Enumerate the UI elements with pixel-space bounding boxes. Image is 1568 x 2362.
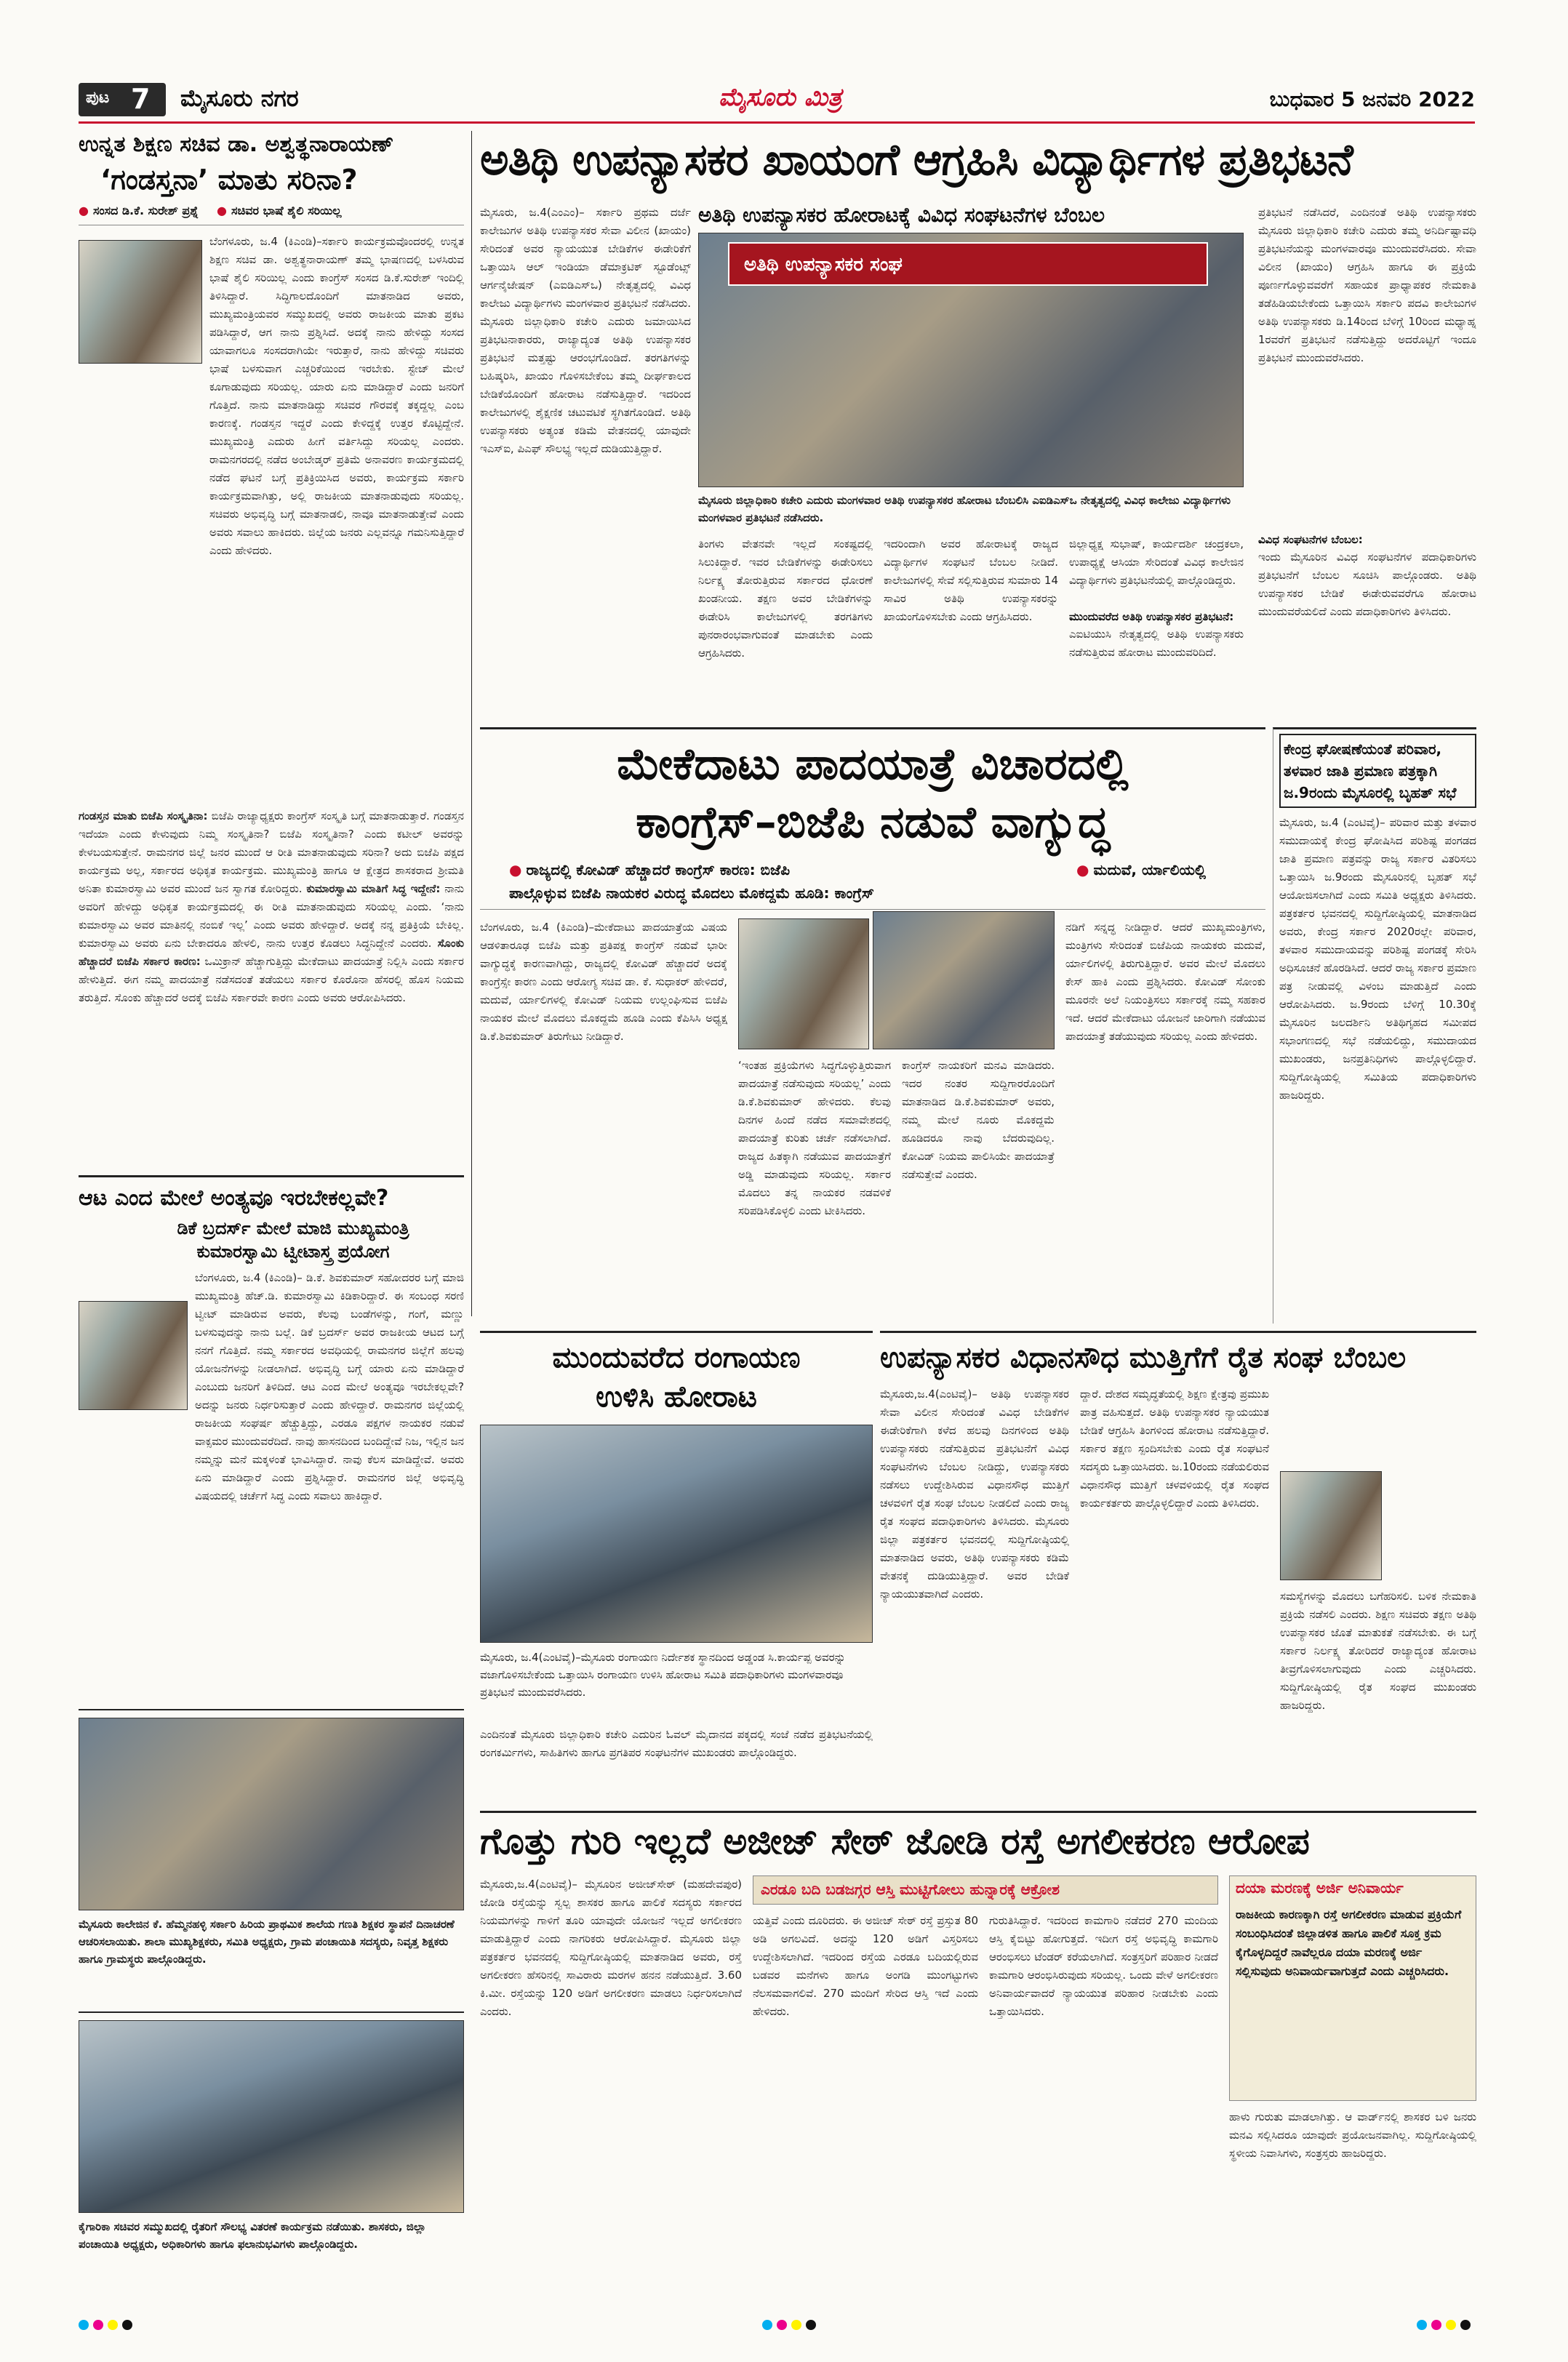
photo-title: ಅತಿಥಿ ಉಪನ್ಯಾಸಕರ ಹೋರಾಟಕ್ಕೆ ವಿವಿಧ ಸಂಘಟನೆಗಳ ಬೆಂಬಲ [698, 203, 1105, 227]
photo-college-block [79, 1709, 464, 2007]
subhead: ● ರಾಜ್ಯದಲ್ಲಿ ಕೋವಿಡ್ ಹೆಚ್ಚಾದರೆ ಕಾಂಗ್ರೆಸ್ ಕಾರಣ: ಬಿಜೆಪಿ [509, 859, 790, 881]
headline: ಕುಮಾರಸ್ವಾಮಿ ಟ್ವೀಟಾಸ್ತ್ರ ಪ್ರಯೋಗ [196, 1241, 390, 1262]
article-body: ಜಿಲ್ಲಾಧ್ಯಕ್ಷ ಸುಭಾಷ್, ಕಾರ್ಯದರ್ಶಿ ಚಂದ್ರಕಲಾ, ಉಪಾಧ್ಯಕ್ಷೆ ಆಸಿಯಾ ಸೇರಿದಂತೆ ವಿವಿಧ ಕಾಲೇಜಿನ ವಿದ್ಯಾರ್ಥಿಗಳು ಪ್ರತಿಭಟನೆಯಲ್ಲಿ ಪಾಲ್ಗೊಂಡಿದ್ದರು. [1069, 537, 1244, 587]
story-road [480, 1811, 1476, 2305]
article-body: ಮೈಸೂರು, ಜ.4 (ಎಂಟಿವೈ)– ಪರಿವಾರ ಮತ್ತು ತಳವಾರ ಸಮುದಾಯಕ್ಕೆ ಕೇಂದ್ರ ಘೋಷಿಸಿದ ಪರಿಶಿಷ್ಟ ಪಂಗಡದ ಜಾತಿ ಪ್ರಮಾಣ ಪತ್ರವನ್ನು ರಾಜ್ಯ ಸರ್ಕಾರ ವಿತರಿಸಲು ಒತ್ತಾಯಿಸಿ ಜ.9ರಂದು ಮೈಸೂರಿನಲ್ಲಿ ಬೃಹತ್ ಸಭೆ ಆಯೋಜಿಸಲಾಗಿದೆ ಎಂದು ಸಮಿತಿ ಅಧ್ಯಕ್ಷರು ತಿಳಿಸಿದರು. ಪತ್ರಕರ್ತರ ಭವನದಲ್ಲಿ ಸುದ್ದಿಗೋಷ್ಠಿಯಲ್ಲಿ ಮಾತನಾಡಿದ ಅವರು, ಕೇಂದ್ರ ಸರ್ಕಾರ 2020ರಲ್ಲೇ ಪರಿವಾರ, ತಳವಾರ ಸಮುದಾಯವನ್ನು ಪರಿಶಿಷ್ಟ ಪಂಗಡಕ್ಕೆ ಸೇರಿಸಿ ಅಧಿಸೂಚನೆ ಹೊರಡಿಸಿದೆ. ಆದರೆ ರಾಜ್ಯ ಸರ್ಕಾರ ಪ್ರಮಾಣ ಪತ್ರ ನೀಡುವಲ್ಲಿ ವಿಳಂಬ ಮಾಡುತ್ತಿದೆ ಎಂದು ಆರೋಪಿಸಿದರು. ಜ.9ರಂದು ಬೆಳಿಗ್ಗೆ 10.30ಕ್ಕೆ ಮೈಸೂರಿನ ಜಲದರ್ಶಿನಿ ಅತಿಥಿಗೃಹದ ಸಮೀಪದ ಸಭಾಂಗಣದಲ್ಲಿ ಸಭೆ ನಡೆಯಲಿದ್ದು, ಸಮುದಾಯದ ಮುಖಂಡರು, ಜನಪ್ರತಿನಿಧಿಗಳು ಪಾಲ್ಗೊಳ್ಳಲಿದ್ದಾರೆ. ಸುದ್ದಿಗೋಷ್ಠಿಯಲ್ಲಿ ಸಮಿತಿಯ ಪದಾಧಿಕಾರಿಗಳು ಹಾಜರಿದ್ದರು. [1279, 816, 1476, 1102]
column [1069, 535, 1244, 710]
story-aata [79, 1175, 464, 1713]
article-body: ಪ್ರತಿಭಟನೆ ನಡೆಸಿದರೆ, ಎಂದಿನಂತೆ ಅತಿಥಿ ಉಪನ್ಯಾಸಕರು ಮೈಸೂರು ಜಿಲ್ಲಾಧಿಕಾರಿ ಕಚೇರಿ ಎದುರು ತಮ್ಮ ಅನಿರ್ದಿಷ್ಟಾವಧಿ ಪ್ರತಿಭಟನೆಯನ್ನು ಮಂಗಳವಾರವೂ ಮುಂದುವರೆಸಿದರು. ಸೇವಾ ವಿಲೀನ (ಖಾಯಂ) ಆಗ್ರಹಿಸಿ ಹಾಗೂ ಈ ಪ್ರಕ್ರಿಯೆ ಪೂರ್ಣಗೊಳ್ಳುವವರೆಗೆ ಸಹಾಯಕ ಪ್ರಾಧ್ಯಾಪಕರ ನೇಮಕಾತಿ ತಡೆಹಿಡಿಯಬೇಕೆಂದು ಒತ್ತಾಯಿಸಿ ಸರ್ಕಾರಿ ಪದವಿ ಕಾಲೇಜುಗಳ ಅತಿಥಿ ಉಪನ್ಯಾಸಕರು ಡಿ.14ರಿಂದ ಬೆಳಿಗ್ಗೆ 10ರಿಂದ ಮಧ್ಯಾಹ್ನ 1ರವರೆಗೆ ಪ್ರತಿಭಟನೆ ನಡೆಸುತ್ತಿದ್ದು ಅದರೊಟ್ಟಿಗೆ ಇಂದೂ ಪ್ರತಿಭಟನೆ ಮುಂದುವರೆಸಿದರು. [1258, 206, 1476, 364]
article-body: ಮೈಸೂರು,ಜ.4(ಎಂಟಿವೈ)– ಮೈಸೂರಿನ ಅಜೀಜ್‌ಸೇಠ್ (ಮಹದೇವಪುರ) ಜೋಡಿ ರಸ್ತೆಯನ್ನು ಸ್ವಲ್ಪ ಶಾಸಕರ ಹಾಗೂ ಪಾಲಿಕೆ ಸದಸ್ಯರು ಸರ್ಕಾರದ ನಿಯಮಗಳನ್ನು ಗಾಳಿಗೆ ತೂರಿ ಯಾವುದೇ ಯೋಜನೆ ಇಲ್ಲದೆ ಅಗಲೀಕರಣ ಮಾಡುತ್ತಿದ್ದಾರೆ ಎಂದು ನಾಗರಿಕರು ಆರೋಪಿಸಿದ್ದಾರೆ. ಮೈಸೂರು ಜಿಲ್ಲಾ ಪತ್ರಕರ್ತರ ಭವನದಲ್ಲಿ ಸುದ್ದಿಗೋಷ್ಠಿಯಲ್ಲಿ ಮಾತನಾಡಿದ ಅವರು, ರಸ್ತೆ ಅಗಲೀಕರಣ ಹೆಸರಿನಲ್ಲಿ ಸಾವಿರಾರು ಮರಗಳ ಹನನ ನಡೆಯುತ್ತಿದೆ. 3.60 ಕಿ.ಮೀ. ರಸ್ತೆಯನ್ನು 120 ಅಡಿಗೆ ಅಗಲೀಕರಣ ಮಾಡಲು ನಿರ್ಧರಿಸಲಾಗಿದೆ ಎಂದರು. [480, 1878, 742, 2018]
headline: ಉಪನ್ಯಾಸಕರ ವಿಧಾನಸೌಧ ಮುತ್ತಿಗೆಗೆ ರೈತ ಸಂಘ ಬೆಂಬಲ [880, 1341, 1407, 1374]
article-body: ಬೆಂಗಳೂರು, ಜ.4 (ಕಿಎಂಡಿ)–ಸರ್ಕಾರಿ ಕಾರ್ಯಕ್ರಮವೊಂದರಲ್ಲಿ ಉನ್ನತ ಶಿಕ್ಷಣ ಸಚಿವ ಡಾ. ಅಶ್ವತ್ಥನಾರಾಯಣ್ ತಮ್ಮ ಭಾಷಣದಲ್ಲಿ ಬಳಸಿರುವ ಭಾಷೆ ಶೈಲಿ ಸರಿಯಿಲ್ಲ ಎಂದು ಕಾಂಗ್ರೆಸ್ ಸಂಸದ ಡಿ.ಕೆ.ಸುರೇಶ್ ಇಂದಿಲ್ಲಿ ತಿಳಿಸಿದ್ದಾರೆ. ಸಿದ್ಧಿಗಾಲದೊಂದಿಗೆ ಮಾತನಾಡಿದ ಅವರು, ಮುಖ್ಯಮಂತ್ರಿಯವರ ಸಮ್ಮುಖದಲ್ಲಿ ಅವರು ರಾಜಕೀಯ ಮಾತು ಪ್ರಕಟ ಪಡಿಸಿದ್ದಾರೆ, ಆಗ ನಾನು ಪ್ರಶ್ನಿಸಿದೆ. ಅದಕ್ಕೆ ನಾನು ಹೇಳಿದ್ದು ಸಂಸದ ಯಾವಾಗಲೂ ಸಂಸದರಾಗಿಯೇ ಇರುತ್ತಾರೆ, ನಾನು ಹೇಳಿದ್ದು ಸಚಿವರು ಭಾಷೆ ಬಳಸುವಾಗ ಎಚ್ಚರಿಕೆಯಿಂದ ಇರಬೇಕು. ಸ್ಟೇಜ್ ಮೇಲೆ ಕೂಗಾಡುವುದು ಸರಿಯಲ್ಲ. ಯಾರು ಏನು ಮಾಡಿದ್ದಾರೆ ಎಂದು ಜನರಿಗೆ ಗೊತ್ತಿದೆ. ನಾನು ಮಾತನಾಡಿದ್ದು ಸಚಿವರ ಗೌರವಕ್ಕೆ ತಕ್ಕದ್ದಲ್ಲ ಎಂಬ ಕಾರಣಕ್ಕೆ. ಗಂಡಸ್ತನ ಇದ್ದರೆ ಎಂದು ಕೇಳಿದ್ದಕ್ಕೆ ಉತ್ತರ ಕೊಟ್ಟಿದ್ದೇನೆ. ಮುಖ್ಯಮಂತ್ರಿ ಎದುರು ಹೀಗೆ ವರ್ತಿಸಿದ್ದು ಸರಿಯಲ್ಲ ಎಂದರು. ರಾಮನಗರದಲ್ಲಿ ನಡೆದ ಅಂಬೇಡ್ಕರ್ ಪ್ರತಿಮೆ ಅನಾವರಣ ಕಾರ್ಯಕ್ರಮದಲ್ಲಿ ನಡೆದ ಘಟನೆ ಬಗ್ಗೆ ಪ್ರತಿಕ್ರಿಯಿಸಿದ ಅವರು, ಕಾರ್ಯಕ್ರಮ ಸರ್ಕಾರಿ ಕಾರ್ಯಕ್ರಮವಾಗಿತ್ತು, ಅಲ್ಲಿ ರಾಜಕೀಯ ಮಾತನಾಡುವುದು ಸರಿಯಲ್ಲ. ಸಚಿವರು ಅಭಿವೃದ್ಧಿ ಬಗ್ಗೆ ಮಾತನಾಡಲಿ, ನಾವೂ ಮಾತನಾಡುತ್ತೇವೆ ಎಂದು ಅವರು ಸವಾಲು ಹಾಕಿದರು. ಜಿಲ್ಲೆಯ ಜನರು ಎಲ್ಲವನ್ನೂ ಗಮನಿಸುತ್ತಿದ್ದಾರೆ ಎಂದು ಹೇಳಿದರು. [209, 235, 464, 557]
crosshead: ವಿವಿಧ ಸಂಘಟನೆಗಳ ಬೆಂಬಲ: [1258, 533, 1363, 546]
box-title: ಎರಡೂ ಬದಿ ಬಡಜಗ್ಗರ ಆಸ್ತಿ ಮುಟ್ಟಿಗೋಲು ಹುನ್ನಾರಕ್ಕೆ ಆಕ್ರೋಶ [761, 1881, 1060, 1898]
page-number: 7 [131, 83, 151, 115]
headline: ಕೇಂದ್ರ ಘೋಷಣೆಯಂತೆ ಪರಿವಾರ, ತಳವಾರ ಜಾತಿ ಪ್ರಮಾಣ ಪತ್ರಕ್ಕಾಗಿ ಜ.9ರಂದು ಮೈಸೂರಲ್ಲಿ ಬೃಹತ್ ಸಭೆ [1279, 734, 1476, 808]
photo-caption: ಮೈಸೂರು ಜಿಲ್ಲಾಧಿಕಾರಿ ಕಚೇರಿ ಎದುರು ಮಂಗಳವಾರ ಅತಿಥಿ ಉಪನ್ಯಾಸಕರ ಹೋರಾಟ ಬೆಂಬಲಿಸಿ ಎಐಡಿಎಸ್ಒ ನೇತೃತ್ವದಲ್ಲಿ ವಿವಿಧ ಕಾಲೇಜು ವಿದ್ಯಾರ್ಥಿಗಳು ಮಂಗಳವಾರ ಪ್ರತಿಭಟನೆ ನಡೆಸಿದರು. [698, 494, 1231, 524]
leader-photo-shivakumar [873, 911, 1055, 1049]
registration-marks [79, 2320, 1475, 2334]
headline: ಅತಿಥಿ ಉಪನ್ಯಾಸಕರ ಖಾಯಂಗೆ ಆಗ್ರಹಿಸಿ ವಿದ್ಯಾರ್ಥಿಗಳ ಪ್ರತಿಭಟನೆ [480, 135, 1353, 185]
article-body: ಬೆಂಗಳೂರು, ಜ.4 (ಕಿಎಂಡಿ)– ಡಿ.ಕೆ. ಶಿವಕುಮಾರ್ ಸಹೋದರರ ಬಗ್ಗೆ ಮಾಜಿ ಮುಖ್ಯಮಂತ್ರಿ ಹೆಚ್.ಡಿ. ಕುಮಾರಸ್ವಾಮಿ ಕಿಡಿಕಾರಿದ್ದಾರೆ. ಈ ಸಂಬಂಧ ಸರಣಿ ಟ್ವೀಟ್ ಮಾಡಿರುವ ಅವರು, ಕೆಲವು ಬಂಡೆಗಳನ್ನು, ಗಂಗೆ, ಮಣ್ಣು ಬಳಸುವುದನ್ನು ನಾನು ಬಲ್ಲೆ. ಡಿಕೆ ಬ್ರದರ್ಸ್ ಅವರ ರಾಜಕೀಯ ಆಟದ ಬಗ್ಗೆ ನನಗೆ ಗೊತ್ತಿದೆ. ನಮ್ಮ ಸರ್ಕಾರದ ಅವಧಿಯಲ್ಲಿ ರಾಮನಗರ ಜಿಲ್ಲೆಗೆ ಹಲವು ಯೋಜನೆಗಳನ್ನು ನೀಡಲಾಗಿದೆ. ಅಭಿವೃದ್ಧಿ ಬಗ್ಗೆ ಯಾರು ಏನು ಮಾಡಿದ್ದಾರೆ ಎಂಬುದು ಜನರಿಗೆ ತಿಳಿದಿದೆ. ಆಟ ಎಂದ ಮೇಲೆ ಅಂತ್ಯವೂ ಇರಬೇಕಲ್ಲವೇ? ಅದನ್ನು ಜನರು ನಿರ್ಧರಿಸುತ್ತಾರೆ ಎಂದು ಹೇಳಿದ್ದಾರೆ. ರಾಮನಗರ ಜಿಲ್ಲೆಯಲ್ಲಿ ರಾಜಕೀಯ ಸಂಘರ್ಷ ಹೆಚ್ಚುತ್ತಿದ್ದು, ಎರಡೂ ಪಕ್ಷಗಳ ನಾಯಕರ ನಡುವೆ ವಾಕ್ಸಮರ ಮುಂದುವರೆದಿದೆ. ನಾವು ಹಾಸನದಿಂದ ಬಂದಿದ್ದೇವೆ ನಿಜ, ಇಲ್ಲಿನ ಜನ ನಮ್ಮನ್ನು ಮನೆ ಮಕ್ಕಳಂತೆ ಭಾವಿಸಿದ್ದಾರೆ. ನಾವು ಕೆಲಸ ಮಾಡಿದ್ದೇವೆ. ಅವರು ಏನು ಮಾಡಿದ್ದಾರೆ ಎಂದು ಪ್ರಶ್ನಿಸಿದ್ದಾರೆ. ರಾಮನಗರ ಜಿಲ್ಲೆ ಅಭಿವೃದ್ಧಿ ವಿಷಯದಲ್ಲಿ ಚರ್ಚೆಗೆ ಸಿದ್ಧ ಎಂದು ಸವಾಲು ಹಾಕಿದ್ದಾರೆ. [195, 1271, 464, 1502]
article-body: ‘ಇಂತಹ ಪ್ರಕ್ರಿಯೆಗಳು ಸಿದ್ಧಗೊಳ್ಳುತ್ತಿರುವಾಗ ಪಾದಯಾತ್ರೆ ನಡೆಸುವುದು ಸರಿಯಲ್ಲ’ ಎಂದು ಡಿ.ಕೆ.ಶಿವಕುಮಾರ್ ಹೇಳಿದರು. ಕೆಲವು ದಿನಗಳ ಹಿಂದೆ ನಡೆದ ಸಮಾವೇಶದಲ್ಲಿ ಪಾದಯಾತ್ರೆ ಕುರಿತು ಚರ್ಚೆ ನಡೆಸಲಾಗಿದೆ. ರಾಜ್ಯದ ಹಿತಕ್ಕಾಗಿ ನಡೆಯುವ ಪಾದಯಾತ್ರೆಗೆ ಅಡ್ಡಿ ಮಾಡುವುದು ಸರಿಯಲ್ಲ. ಸರ್ಕಾರ ಮೊದಲು ತನ್ನ ನಾಯಕರ ನಡವಳಿಕೆ ಸರಿಪಡಿಸಿಕೊಳ್ಳಲಿ ಎಂದು ಟೀಕಿಸಿದರು. [738, 1059, 891, 1217]
subhead: ● ಸಚಿವರ ಭಾಷೆ ಶೈಲಿ ಸರಿಯಿಲ್ಲ [217, 204, 341, 217]
article-body: ಬಿಜೆಪಿ ರಾಜ್ಯಾಧ್ಯಕ್ಷರು ಕಾಂಗ್ರೆಸ್ ಸಂಸ್ಕೃತಿ ಬಗ್ಗೆ ಮಾತನಾಡುತ್ತಾರೆ. ಗಂಡಸ್ತನ ಇದೆಯಾ ಎಂದು ಕೇಳುವುದು ನಿಮ್ಮ ಸಂಸ್ಕೃತಿನಾ? ಬಿಜೆಪಿ ಸಂಸ್ಕೃತಿನಾ? ಎಂದು ಕಟೀಲ್ ಅವರನ್ನು ಕೇಳಬಯಸುತ್ತೇನೆ. ರಾಮನಗರ ಜಿಲ್ಲೆ ಜನರ ಮುಂದೆ ಆ ರೀತಿ ಮಾತನಾಡುವುದು ಸರಿನಾ? ಅದು ಬಿಜೆಪಿ ಪಕ್ಷದ ಕಾರ್ಯಕ್ರಮ ಅಲ್ಲ, ಸರ್ಕಾರದ ಅಧಿಕೃತ ಕಾರ್ಯಕ್ರಮ. ಮುಖ್ಯಮಂತ್ರಿ ಹಾಗೂ ಆ ಕ್ಷೇತ್ರದ ಶಾಸಕರಾದ ಶ್ರೀಮತಿ ಅನಿತಾ ಕುಮಾರಸ್ವಾಮಿ ಅವರ ಮುಂದೆ ಜನ ಸ್ವಾಗತ ಕೋರಿದ್ದರು. [79, 809, 464, 895]
story-rangayana [480, 1331, 873, 1803]
leader-photo-sudhakar [738, 918, 869, 1049]
section-name: ಮೈಸೂರು ನಗರ [180, 84, 299, 112]
headline: ಗೊತ್ತು ಗುರಿ ಇಲ್ಲದೆ ಅಜೀಜ್ ಸೇಠ್ ಜೋಡಿ ರಸ್ತೆ ಅಗಲೀಕರಣ ಆರೋಪ [480, 1820, 1310, 1862]
headline: ‘ಗಂಡಸ್ತನಾ’ ಮಾತು ಸರಿನಾ? [100, 164, 358, 196]
story-caste [1273, 727, 1476, 1324]
article-body: ಎಐಟಿಯುಸಿ ನೇತೃತ್ವದಲ್ಲಿ ಅತಿಥಿ ಉಪನ್ಯಾಸಕರು ನಡೆಸುತ್ತಿರುವ ಹೋರಾಟ ಮುಂದುವರಿದಿದೆ. [1069, 628, 1244, 659]
quote-box [1229, 1875, 1476, 2101]
article-body: ಒಮಿಕ್ರಾನ್ ಹೆಚ್ಚಾಗುತ್ತಿದ್ದು ಮೇಕೆದಾಟು ಪಾದಯಾತ್ರೆ ನಿಲ್ಲಿಸಿ ಎಂದು ಸರ್ಕಾರ ಹೇಳುತ್ತಿದೆ. ಈಗ ನಮ್ಮ ಪಾದಯಾತ್ರೆ ನಡೆಸದಂತೆ ತಡೆಯಲು ಸರ್ಕಾರ ಕೊರೊನಾ ಹೆಸರಲ್ಲಿ ಹೊಸ ನಿಯಮ ತರುತ್ತಿದೆ. ಸೊಂಕು ಹೆಚ್ಚಾದರೆ ಅದಕ್ಕೆ ಬಿಜೆಪಿ ಸರ್ಕಾರವೇ ಕಾರಣ ಎಂದು ಅವರು ಆರೋಪಿಸಿದರು. [79, 955, 464, 1004]
article-body: ದ್ದಾರೆ. ದೇಶದ ಸಮೃದ್ಧತೆಯಲ್ಲಿ ಶಿಕ್ಷಣ ಕ್ಷೇತ್ರವು ಪ್ರಮುಖ ಪಾತ್ರ ವಹಿಸುತ್ತದೆ. ಅತಿಥಿ ಉಪನ್ಯಾಸಕರ ನ್ಯಾಯಯುತ ಬೇಡಿಕೆ ಆಗ್ರಹಿಸಿ ತಿಂಗಳಿಂದ ಹೋರಾಟ ನಡೆಸುತ್ತಿದ್ದಾರೆ. ಸರ್ಕಾರ ತಕ್ಷಣ ಸ್ಪಂದಿಸಬೇಕು ಎಂದು ರೈತ ಸಂಘಟನೆ ಸದಸ್ಯರು ಒತ್ತಾಯಿಸಿದರು. ಜ.10ರಂದು ನಡೆಯಲಿರುವ ವಿಧಾನಸೌಧ ಮುತ್ತಿಗೆ ಚಳವಳಿಯಲ್ಲಿ ರೈತ ಸಂಘದ ಕಾರ್ಯಕರ್ತರು ಪಾಲ್ಗೊಳ್ಳಲಿದ್ದಾರೆ ಎಂದು ತಿಳಿಸಿದರು. [1080, 1388, 1269, 1510]
headline: ಉಳಿಸಿ ಹೋರಾಟ [596, 1380, 757, 1414]
headline: ಉನ್ನತ ಶಿಕ್ಷಣ ಸಚಿವ ಡಾ. ಅಶ್ವತ್ಥನಾರಾಯಣ್ [79, 132, 394, 157]
headline: ಡಿಕೆ ಬ್ರದರ್ಸ್ ಮೇಲೆ ಮಾಜಿ ಮುಖ್ಯಮಂತ್ರಿ [177, 1218, 409, 1238]
box-title: ದಯಾ ಮರಣಕ್ಕೆ ಅರ್ಜಿ ಅನಿವಾರ್ಯ [1236, 1879, 1404, 1897]
photo-caption: ಮೈಸೂರು ಕಾಲೇಜಿನ ಕೆ. ಹೆಮ್ಮನಹಳ್ಳಿ ಸರ್ಕಾರಿ ಹಿರಿಯ ಪ್ರಾಥಮಿಕ ಶಾಲೆಯ ಗಣತಿ ಶಿಕ್ಷಕರ ಸ್ಥಾಪನೆ ದಿನಾಚರಣೆ ಆಚರಿಸಲಾಯಿತು. ಶಾಲಾ ಮುಖ್ಯಶಿಕ್ಷಕರು, ಸಮಿತಿ ಅಧ್ಯಕ್ಷರು, ಗ್ರಾಮ ಪಂಚಾಯಿತಿ ಸದಸ್ಯರು, ನಿವೃತ್ತ ಶಿಕ್ಷಕರು ಹಾಗೂ ಗ್ರಾಮಸ್ಥರು ಪಾಲ್ಗೊಂಡಿದ್ದರು. [79, 1918, 455, 1966]
subhead: ● ಮದುವೆ, ರ್ಯಾಲಿಯಲ್ಲಿ [1076, 859, 1206, 881]
crosshead: ಮುಂದುವರೆದ ಅತಿಥಿ ಉಪನ್ಯಾಸಕರ ಪ್ರತಿಭಟನೆ: [1069, 610, 1234, 623]
subhead: ● ಸಂಸದ ಡಿ.ಕೆ. ಸುರೇಶ್ ಪ್ರಶ್ನೆ [79, 204, 199, 217]
photo-farmers-block [79, 2011, 464, 2302]
article-body: ಸಮಸ್ಯೆಗಳನ್ನು ಮೊದಲು ಬಗೆಹರಿಸಲಿ. ಬಳಿಕ ನೇಮಕಾತಿ ಪ್ರಕ್ರಿಯೆ ನಡೆಸಲಿ ಎಂದರು. ಶಿಕ್ಷಣ ಸಚಿವರು ತಕ್ಷಣ ಅತಿಥಿ ಉಪನ್ಯಾಸಕರ ಜೊತೆ ಮಾತುಕತೆ ನಡೆಸಬೇಕು. ಈ ಬಗ್ಗೆ ಸರ್ಕಾರ ನಿರ್ಲಕ್ಷ್ಯ ತೋರಿದರೆ ರಾಜ್ಯಾದ್ಯಂತ ಹೋರಾಟ ತೀವ್ರಗೊಳಿಸಲಾಗುವುದು ಎಂದು ಎಚ್ಚರಿಸಿದರು. ಸುದ್ದಿಗೋಷ್ಠಿಯಲ್ಲಿ ರೈತ ಸಂಘದ ಮುಖಂಡರು ಹಾಜರಿದ್ದರು. [1280, 1590, 1476, 1712]
article-body: ಎಂದಿನಂತೆ ಮೈಸೂರು ಜಿಲ್ಲಾಧಿಕಾರಿ ಕಚೇರಿ ಎದುರಿನ ಓವಲ್ ಮೈದಾನದ ಪಕ್ಕದಲ್ಲಿ ಸಂಜೆ ನಡೆದ ಪ್ರತಿಭಟನೆಯಲ್ಲಿ ರಂಗಕರ್ಮಿಗಳು, ಸಾಹಿತಿಗಳು ಹಾಗೂ ಪ್ರಗತಿಪರ ಸಂಘಟನೆಗಳ ಮುಖಂಡರು ಪಾಲ್ಗೊಂಡಿದ್ದರು. [480, 1728, 873, 1759]
article-body: ಕಾಂಗ್ರೆಸ್ ನಾಯಕರಿಗೆ ಮನವಿ ಮಾಡಿದರು. ಇದರ ನಂತರ ಸುದ್ದಿಗಾರರೊಂದಿಗೆ ಮಾತನಾಡಿದ ಡಿ.ಕೆ.ಶಿವಕುಮಾರ್ ಅವರು, ನಮ್ಮ ಮೇಲೆ ನೂರು ಮೊಕದ್ದಮೆ ಹೂಡಿದರೂ ನಾವು ಬೆದರುವುದಿಲ್ಲ. ಕೋವಿಡ್ ನಿಯಮ ಪಾಲಿಸಿಯೇ ಪಾದಯಾತ್ರೆ ನಡೆಸುತ್ತೇವೆ ಎಂದರು. [902, 1059, 1055, 1181]
article-body-cont [79, 1461, 464, 1701]
article-body: ತಿಂಗಳು ವೇತನವೇ ಇಲ್ಲದೆ ಸಂಕಷ್ಟದಲ್ಲಿ ಸಿಲುಕಿದ್ದಾರೆ. ಇವರ ಬೇಡಿಕೆಗಳನ್ನು ಈಡೇರಿಸಲು ನಿರ್ಲಕ್ಷ್ಯ ತೋರುತ್ತಿರುವ ಸರ್ಕಾರದ ಧೋರಣೆ ಖಂಡನೀಯ. ತಕ್ಷಣ ಅವರ ಬೇಡಿಕೆಗಳನ್ನು ಈಡೇರಿಸಿ ಕಾಲೇಜುಗಳಲ್ಲಿ ತರಗತಿಗಳು ಪುನರಾರಂಭವಾಗುವಂತೆ ಮಾಡಬೇಕು ಎಂದು ಆಗ್ರಹಿಸಿದರು. [698, 537, 873, 660]
protest-banner [728, 242, 1208, 286]
portrait-photo [79, 1301, 188, 1410]
news-photo [79, 2020, 464, 2213]
paper-name: ಮೈಸೂರು ಮಿತ್ರ [719, 83, 842, 112]
article-body: ಗುರುತಿಸಿದ್ದಾರೆ. ಇದರಿಂದ ಕಾಮಗಾರಿ ನಡೆದರೆ 270 ಮಂದಿಯ ಆಸ್ತಿ ಕೈಬಿಟ್ಟು ಹೋಗುತ್ತದೆ. ಇದೀಗ ರಸ್ತೆ ಅಭಿವೃದ್ಧಿ ಕಾಮಗಾರಿ ಆರಂಭಿಸಲು ಟೆಂಡರ್ ಕರೆಯಲಾಗಿದೆ. ಸಂತ್ರಸ್ತರಿಗೆ ಪರಿಹಾರ ನೀಡದೆ ಕಾಮಗಾರಿ ಆರಂಭಿಸಿರುವುದು ಸರಿಯಲ್ಲ. ಒಂದು ವೇಳೆ ಅಗಲೀಕರಣ ಅನಿವಾರ್ಯವಾದರೆ ನ್ಯಾಯಯುತ ಪರಿಹಾರ ನೀಡಬೇಕು ಎಂದು ಒತ್ತಾಯಿಸಿದರು. [989, 1914, 1218, 2018]
article-body: ಬೆಂಗಳೂರು, ಜ.4 (ಕಿಎಂಡಿ)–ಮೇಕೆದಾಟು ಪಾದಯಾತ್ರೆಯ ವಿಷಯ ಆಡಳಿತಾರೂಢ ಬಿಜೆಪಿ ಮತ್ತು ಪ್ರತಿಪಕ್ಷ ಕಾಂಗ್ರೆಸ್ ನಡುವೆ ಭಾರೀ ವಾಗ್ಯುದ್ಧಕ್ಕೆ ಕಾರಣವಾಗಿದ್ದು, ರಾಜ್ಯದಲ್ಲಿ ಕೋವಿಡ್ ಹೆಚ್ಚಾದರೆ ಅದಕ್ಕೆ ಕಾಂಗ್ರೆಸ್ಸೇ ಕಾರಣ ಎಂದು ಆರೋಗ್ಯ ಸಚಿವ ಡಾ. ಕೆ. ಸುಧಾಕರ್ ಹೇಳಿದರೆ, ಮದುವೆ, ರ್ಯಾಲಿಗಳಲ್ಲಿ ಕೋವಿಡ್ ನಿಯಮ ಉಲ್ಲಂಘಿಸುವ ಬಿಜೆಪಿ ನಾಯಕರ ಮೇಲೆ ಮೊದಲು ಮೊಕದ್ದಮೆ ಹೂಡಿ ಎಂದು ಕೆಪಿಸಿಸಿ ಅಧ್ಯಕ್ಷ ಡಿ.ಕೆ.ಶಿವಕುಮಾರ್ ತಿರುಗೇಟು ನೀಡಿದ್ದಾರೆ. [480, 921, 727, 1043]
photo-caption: ಕೈಗಾರಿಕಾ ಸಚಿವರ ಸಮ್ಮುಖದಲ್ಲಿ ರೈತರಿಗೆ ಸೌಲಭ್ಯ ವಿತರಣೆ ಕಾರ್ಯಕ್ರಮ ನಡೆಯಿತು. ಶಾಸಕರು, ಜಿಲ್ಲಾ ಪಂಚಾಯಿತಿ ಅಧ್ಯಕ್ಷರು, ಅಧಿಕಾರಿಗಳು ಹಾಗೂ ಫಲಾನುಭವಿಗಳು ಪಾಲ್ಗೊಂಡಿದ್ದರು. [79, 2220, 426, 2251]
crosshead: ಕುಮಾರಸ್ವಾಮಿ ಮಾತಿಗೆ ಸಿದ್ಧ ಇದ್ದೇನೆ: [306, 882, 441, 895]
story-farmers [880, 1331, 1476, 1803]
column [1258, 204, 1476, 713]
masthead [79, 79, 1475, 124]
column-rule [471, 131, 472, 1316]
crosshead: ಗಂಡಸ್ತನ ಮಾತು ಬಿಜೆಪಿ ಸಂಸ್ಕೃತಿನಾ: [79, 809, 208, 822]
banner-text: ಅತಿಥಿ ಉಪನ್ಯಾಸಕರ ಸಂಘ [744, 254, 903, 276]
headline: ಕಾಂಗ್ರೆಸ್–ಬಿಜೆಪಿ ನಡುವೆ ವಾಗ್ಯುದ್ಧ [636, 797, 1110, 848]
article-body: ಇದರಿಂದಾಗಿ ಅವರ ಹೋರಾಟಕ್ಕೆ ರಾಜ್ಯದ ವಿದ್ಯಾರ್ಥಿಗಳ ಸಂಘಟನೆ ಬೆಂಬಲ ನೀಡಿದೆ. ಕಾಲೇಜುಗಳಲ್ಲಿ ಸೇವೆ ಸಲ್ಲಿಸುತ್ತಿರುವ ಸುಮಾರು 14 ಸಾವಿರ ಅತಿಥಿ ಉಪನ್ಯಾಸಕರನ್ನು ಖಾಯಂಗೊಳಿಸಬೇಕು ಎಂದು ಆಗ್ರಹಿಸಿದರು. [884, 537, 1058, 623]
news-photo [79, 1718, 464, 1910]
crosshead: ಸೊಂಕು ಹೆಚ್ಚಾದರೆ ಬಿಜೆಪಿ ಸರ್ಕಾರ ಕಾರಣ: [79, 937, 464, 968]
article-body: ಯತ್ತಿವೆ ಎಂದು ದೂರಿದರು. ಈ ಅಜೀಜ್ ಸೇಠ್ ರಸ್ತೆ ಪ್ರಸ್ತುತ 80 ಅಡಿ ಅಗಲವಿದೆ. ಅದನ್ನು 120 ಅಡಿಗೆ ವಿಸ್ತರಿಸಲು ಉದ್ದೇಶಿಸಲಾಗಿದೆ. ಇದರಿಂದ ರಸ್ತೆಯ ಎರಡೂ ಬದಿಯಲ್ಲಿರುವ ಬಡವರ ಮನೆಗಳು ಹಾಗೂ ಅಂಗಡಿ ಮುಂಗಟ್ಟುಗಳು ನೆಲಸಮವಾಗಲಿವೆ. 270 ಮಂದಿಗೆ ಸೇರಿದ ಆಸ್ತಿ ಇದೆ ಎಂದು ಹೇಳಿದರು. [753, 1914, 978, 2018]
article-body: ಇಂದು ಮೈಸೂರಿನ ವಿವಿಧ ಸಂಘಟನೆಗಳ ಪದಾಧಿಕಾರಿಗಳು ಪ್ರತಿಭಟನೆಗೆ ಬೆಂಬಲ ಸೂಚಿಸಿ ಪಾಲ್ಗೊಂಡರು. ಅತಿಥಿ ಉಪನ್ಯಾಸಕರ ಬೇಡಿಕೆ ಈಡೇರುವವರೆಗೂ ಹೋರಾಟ ಮುಂದುವರೆಯಲಿದೆ ಎಂದು ಪದಾಧಿಕಾರಿಗಳು ತಿಳಿಸಿದರು. [1258, 551, 1476, 618]
sidebar-box [753, 1875, 1218, 1905]
protest-photo [698, 233, 1244, 487]
story-protest [480, 131, 1476, 720]
story-mekedatu [480, 727, 1265, 1324]
news-photo [480, 1425, 873, 1643]
headline: ಆಟ ಎಂದ ಮೇಲೆ ಅಂತ್ಯವೂ ಇರಬೇಕಲ್ಲವೇ? [79, 1185, 389, 1211]
article-body: ಹಾಳು ಗುರುತು ಮಾಡಲಾಗಿತ್ತು. ಆ ವಾರ್ಡ್‌ನಲ್ಲಿ ಶಾಸಕರ ಬಳಿ ಜನರು ಮನವಿ ಸಲ್ಲಿಸಿದರೂ ಯಾವುದೇ ಪ್ರಯೋಜನವಾಗಿಲ್ಲ. ಸುದ್ದಿಗೋಷ್ಠಿಯಲ್ಲಿ ಸ್ಥಳೀಯ ನಿವಾಸಿಗಳು, ಸಂತ್ರಸ್ತರು ಹಾಜರಿದ್ದರು. [1229, 2110, 1476, 2160]
page-label: ಪುಟ [86, 89, 110, 107]
article-body: ಮೈಸೂರು,ಜ.4(ಎಂಟಿವೈ)– ಅತಿಥಿ ಉಪನ್ಯಾಸಕರ ಸೇವಾ ವಿಲೀನ ಸೇರಿದಂತೆ ವಿವಿಧ ಬೇಡಿಕೆಗಳ ಈಡೇರಿಕೆಗಾಗಿ ಕಳೆದ ಹಲವು ದಿನಗಳಿಂದ ಅತಿಥಿ ಉಪನ್ಯಾಸಕರು ನಡೆಸುತ್ತಿರುವ ಪ್ರತಿಭಟನೆಗೆ ವಿವಿಧ ಸಂಘಟನೆಗಳು ಬೆಂಬಲ ನೀಡಿದ್ದು, ಉಪನ್ಯಾಸಕರು ನಡೆಸಲು ಉದ್ದೇಶಿಸಿರುವ ವಿಧಾನಸೌಧ ಮುತ್ತಿಗೆ ಚಳವಳಿಗೆ ರೈತ ಸಂಘ ಬೆಂಬಲ ನೀಡಲಿದೆ ಎಂದು ರಾಜ್ಯ ರೈತ ಸಂಘದ ಪದಾಧಿಕಾರಿಗಳು ತಿಳಿಸಿದರು. ಮೈಸೂರು ಜಿಲ್ಲಾ ಪತ್ರಕರ್ತರ ಭವನದಲ್ಲಿ ಸುದ್ದಿಗೋಷ್ಠಿಯಲ್ಲಿ ಮಾತನಾಡಿದ ಅವರು, ಅತಿಥಿ ಉಪನ್ಯಾಸಕರು ಕಡಿಮೆ ವೇತನಕ್ಕೆ ದುಡಿಯುತ್ತಿದ್ದಾರೆ. ಅವರ ಬೇಡಿಕೆ ನ್ಯಾಯಯುತವಾಗಿದೆ ಎಂದರು. [880, 1388, 1069, 1601]
photo-caption: ಮೈಸೂರು, ಜ.4(ಎಂಟಿವೈ)–ಮೈಸೂರು ರಂಗಾಯಣ ನಿರ್ದೇಶಕ ಸ್ಥಾನದಿಂದ ಅಡ್ಡಂಡ ಸಿ.ಕಾರ್ಯಪ್ಪ ಅವರನ್ನು ವಜಾಗೊಳಿಸಬೇಕೆಂದು ಒತ್ತಾಯಿಸಿ ರಂಗಾಯಣ ಉಳಿಸಿ ಹೋರಾಟ ಸಮಿತಿ ಪದಾಧಿಕಾರಿಗಳು ಮಂಗಳವಾರವೂ ಪ್ರತಿಭಟನೆ ಮುಂದುವರೆಸಿದರು. [480, 1651, 846, 1699]
article-body: ನಾನು ಅವರಿಗೆ ಹೇಳಿದ್ದು ಅಧಿಕೃತ ಕಾರ್ಯಕ್ರಮದಲ್ಲಿ ಈ ರೀತಿ ಮಾತನಾಡುವುದು ಸರಿಯಲ್ಲ ಎಂದು. ‘ನಾನು ಕುಮಾರಸ್ವಾಮಿ ಅವರ ಮಾತಿನಲ್ಲಿ ನಂಬಿಕೆ ಇಲ್ಲ’ ಎಂದು ಅವರು ಹೇಳಿದ್ದಾರೆ. ಅದಕ್ಕೆ ನನ್ನ ಪ್ರತಿಕ್ರಿಯೆ ಬೇಕಿಲ್ಲ. ಕುಮಾರಸ್ವಾಮಿ ಅವರು ಏನು ಬೇಕಾದರೂ ಹೇಳಲಿ, ನಾನು ಉತ್ತರ ಕೊಡಲು ಸಿದ್ಧನಿದ್ದೇನೆ ಎಂದರು. [79, 882, 464, 950]
article-body: ಮೈಸೂರು, ಜ.4(ಎಂಎಂ)– ಸರ್ಕಾರಿ ಪ್ರಥಮ ದರ್ಜೆ ಕಾಲೇಜುಗಳ ಅತಿಥಿ ಉಪನ್ಯಾಸಕರ ಸೇವಾ ವಿಲೀನ (ಖಾಯಂ) ಸೇರಿದಂತೆ ಅವರ ನ್ಯಾಯಯುತ ಬೇಡಿಕೆಗಳ ಈಡೇರಿಕೆಗೆ ಒತ್ತಾಯಿಸಿ ಆಲ್ ಇಂಡಿಯಾ ಡೆಮಾಕ್ರಟಿಕ್ ಸ್ಟೂಡೆಂಟ್ಸ್ ಆರ್ಗನೈಜೇಷನ್ (ಎಐಡಿಎಸ್ಒ) ನೇತೃತ್ವದಲ್ಲಿ ವಿವಿಧ ಕಾಲೇಜು ವಿದ್ಯಾರ್ಥಿಗಳು ಮಂಗಳವಾರ ಪ್ರತಿಭಟನೆ ನಡೆಸಿದರು. ಮೈಸೂರು ಜಿಲ್ಲಾಧಿಕಾರಿ ಕಚೇರಿ ಎದುರು ಜಮಾಯಿಸಿದ ಪ್ರತಿಭಟನಾಕಾರರು, ರಾಜ್ಯಾದ್ಯಂತ ಅತಿಥಿ ಉಪನ್ಯಾಸಕರ ಪ್ರತಿಭಟನೆ ಮತ್ತಷ್ಟು ಆರಂಭಗೊಂಡಿದೆ. ತರಗತಿಗಳನ್ನು ಬಹಿಷ್ಕರಿಸಿ, ಖಾಯಂ ಗೊಳಿಸಬೇಕೆಂಬ ತಮ್ಮ ದೀರ್ಘಕಾಲದ ಬೇಡಿಕೆಯೊಂದಿಗೆ ಹೋರಾಟ ನಡೆಸುತ್ತಿದ್ದಾರೆ. ಇದರಿಂದ ಕಾಲೇಜುಗಳಲ್ಲಿ ಶೈಕ್ಷಣಿಕ ಚಟುವಟಿಕೆ ಸ್ಥಗಿತಗೊಂಡಿದೆ. ಅತಿಥಿ ಉಪನ್ಯಾಸಕರು ಅತ್ಯಂತ ಕಡಿಮೆ ವೇತನದಲ್ಲಿ ಯಾವುದೇ ಇಎಸ್ಐ, ಪಿಎಫ್ ಸೌಲಭ್ಯ ಇಲ್ಲದೆ ದುಡಿಯುತ್ತಿದ್ದಾರೆ. [480, 206, 691, 455]
quote-text: ರಾಜಕೀಯ ಕಾರಣಕ್ಕಾಗಿ ರಸ್ತೆ ಅಗಲೀಕರಣ ಮಾಡುವ ಪ್ರಕ್ರಿಯೆಗೆ ಸಂಬಂಧಿಸಿದಂತೆ ಜಿಲ್ಲಾಡಳಿತ ಹಾಗೂ ಪಾಲಿಕೆ ಸೂಕ್ತ ಕ್ರಮ ಕೈಗೊಳ್ಳದಿದ್ದರೆ ನಾವೆಲ್ಲರೂ ದಯಾ ಮರಣಕ್ಕೆ ಅರ್ಜಿ ಸಲ್ಲಿಸುವುದು ಅನಿವಾರ್ಯವಾಗುತ್ತದೆ ಎಂದು ಎಚ್ಚರಿಸಿದರು. [1236, 1907, 1462, 1978]
story-minister [79, 131, 464, 1171]
article-body: ನಡಿಗೆ ಸನ್ನದ್ಧ ನೀಡಿದ್ದಾರೆ. ಆದರೆ ಮುಖ್ಯಮಂತ್ರಿಗಳು, ಮಂತ್ರಿಗಳು ಸೇರಿದಂತೆ ಬಿಜೆಪಿಯ ನಾಯಕರು ಮದುವೆ, ರ್ಯಾಲಿಗಳಲ್ಲಿ ತಿರುಗುತ್ತಿದ್ದಾರೆ. ಅವರ ಮೇಲೆ ಮೊದಲು ಕೇಸ್ ಹಾಕಿ ಎಂದು ಪ್ರಶ್ನಿಸಿದರು. ಕೋವಿಡ್ ಸೋಂಕು ಮೂರನೇ ಅಲೆ ನಿಯಂತ್ರಿಸಲು ಸರ್ಕಾರಕ್ಕೆ ನಮ್ಮ ಸಹಕಾರ ಇದೆ. ಆದರೆ ಮೇಕೆದಾಟು ಯೋಜನೆ ಜಾರಿಗಾಗಿ ನಡೆಯುವ ಪಾದಯಾತ್ರೆ ತಡೆಯುವುದು ಸರಿಯಲ್ಲ ಎಂದು ಹೇಳಿದರು. [1065, 921, 1265, 1043]
headline: ಮೇಕೆದಾಟು ಪಾದಯಾತ್ರೆ ವಿಚಾರದಲ್ಲಿ [617, 739, 1129, 790]
issue-date: ಬುಧವಾರ 5 ಜನವರಿ 2022 [1269, 87, 1475, 111]
portrait-photo [1280, 1471, 1382, 1580]
subhead: ಪಾಲ್ಗೊಳ್ಳುವ ಬಿಜೆಪಿ ನಾಯಕರ ವಿರುದ್ಧ ಮೊದಲು ಮೊಕದ್ದಮೆ ಹೂಡಿ: ಕಾಂಗ್ರೆಸ್ [509, 884, 874, 902]
headline: ಮುಂದುವರೆದ ರಂಗಾಯಣ [552, 1341, 801, 1374]
page-number-badge [79, 83, 166, 116]
